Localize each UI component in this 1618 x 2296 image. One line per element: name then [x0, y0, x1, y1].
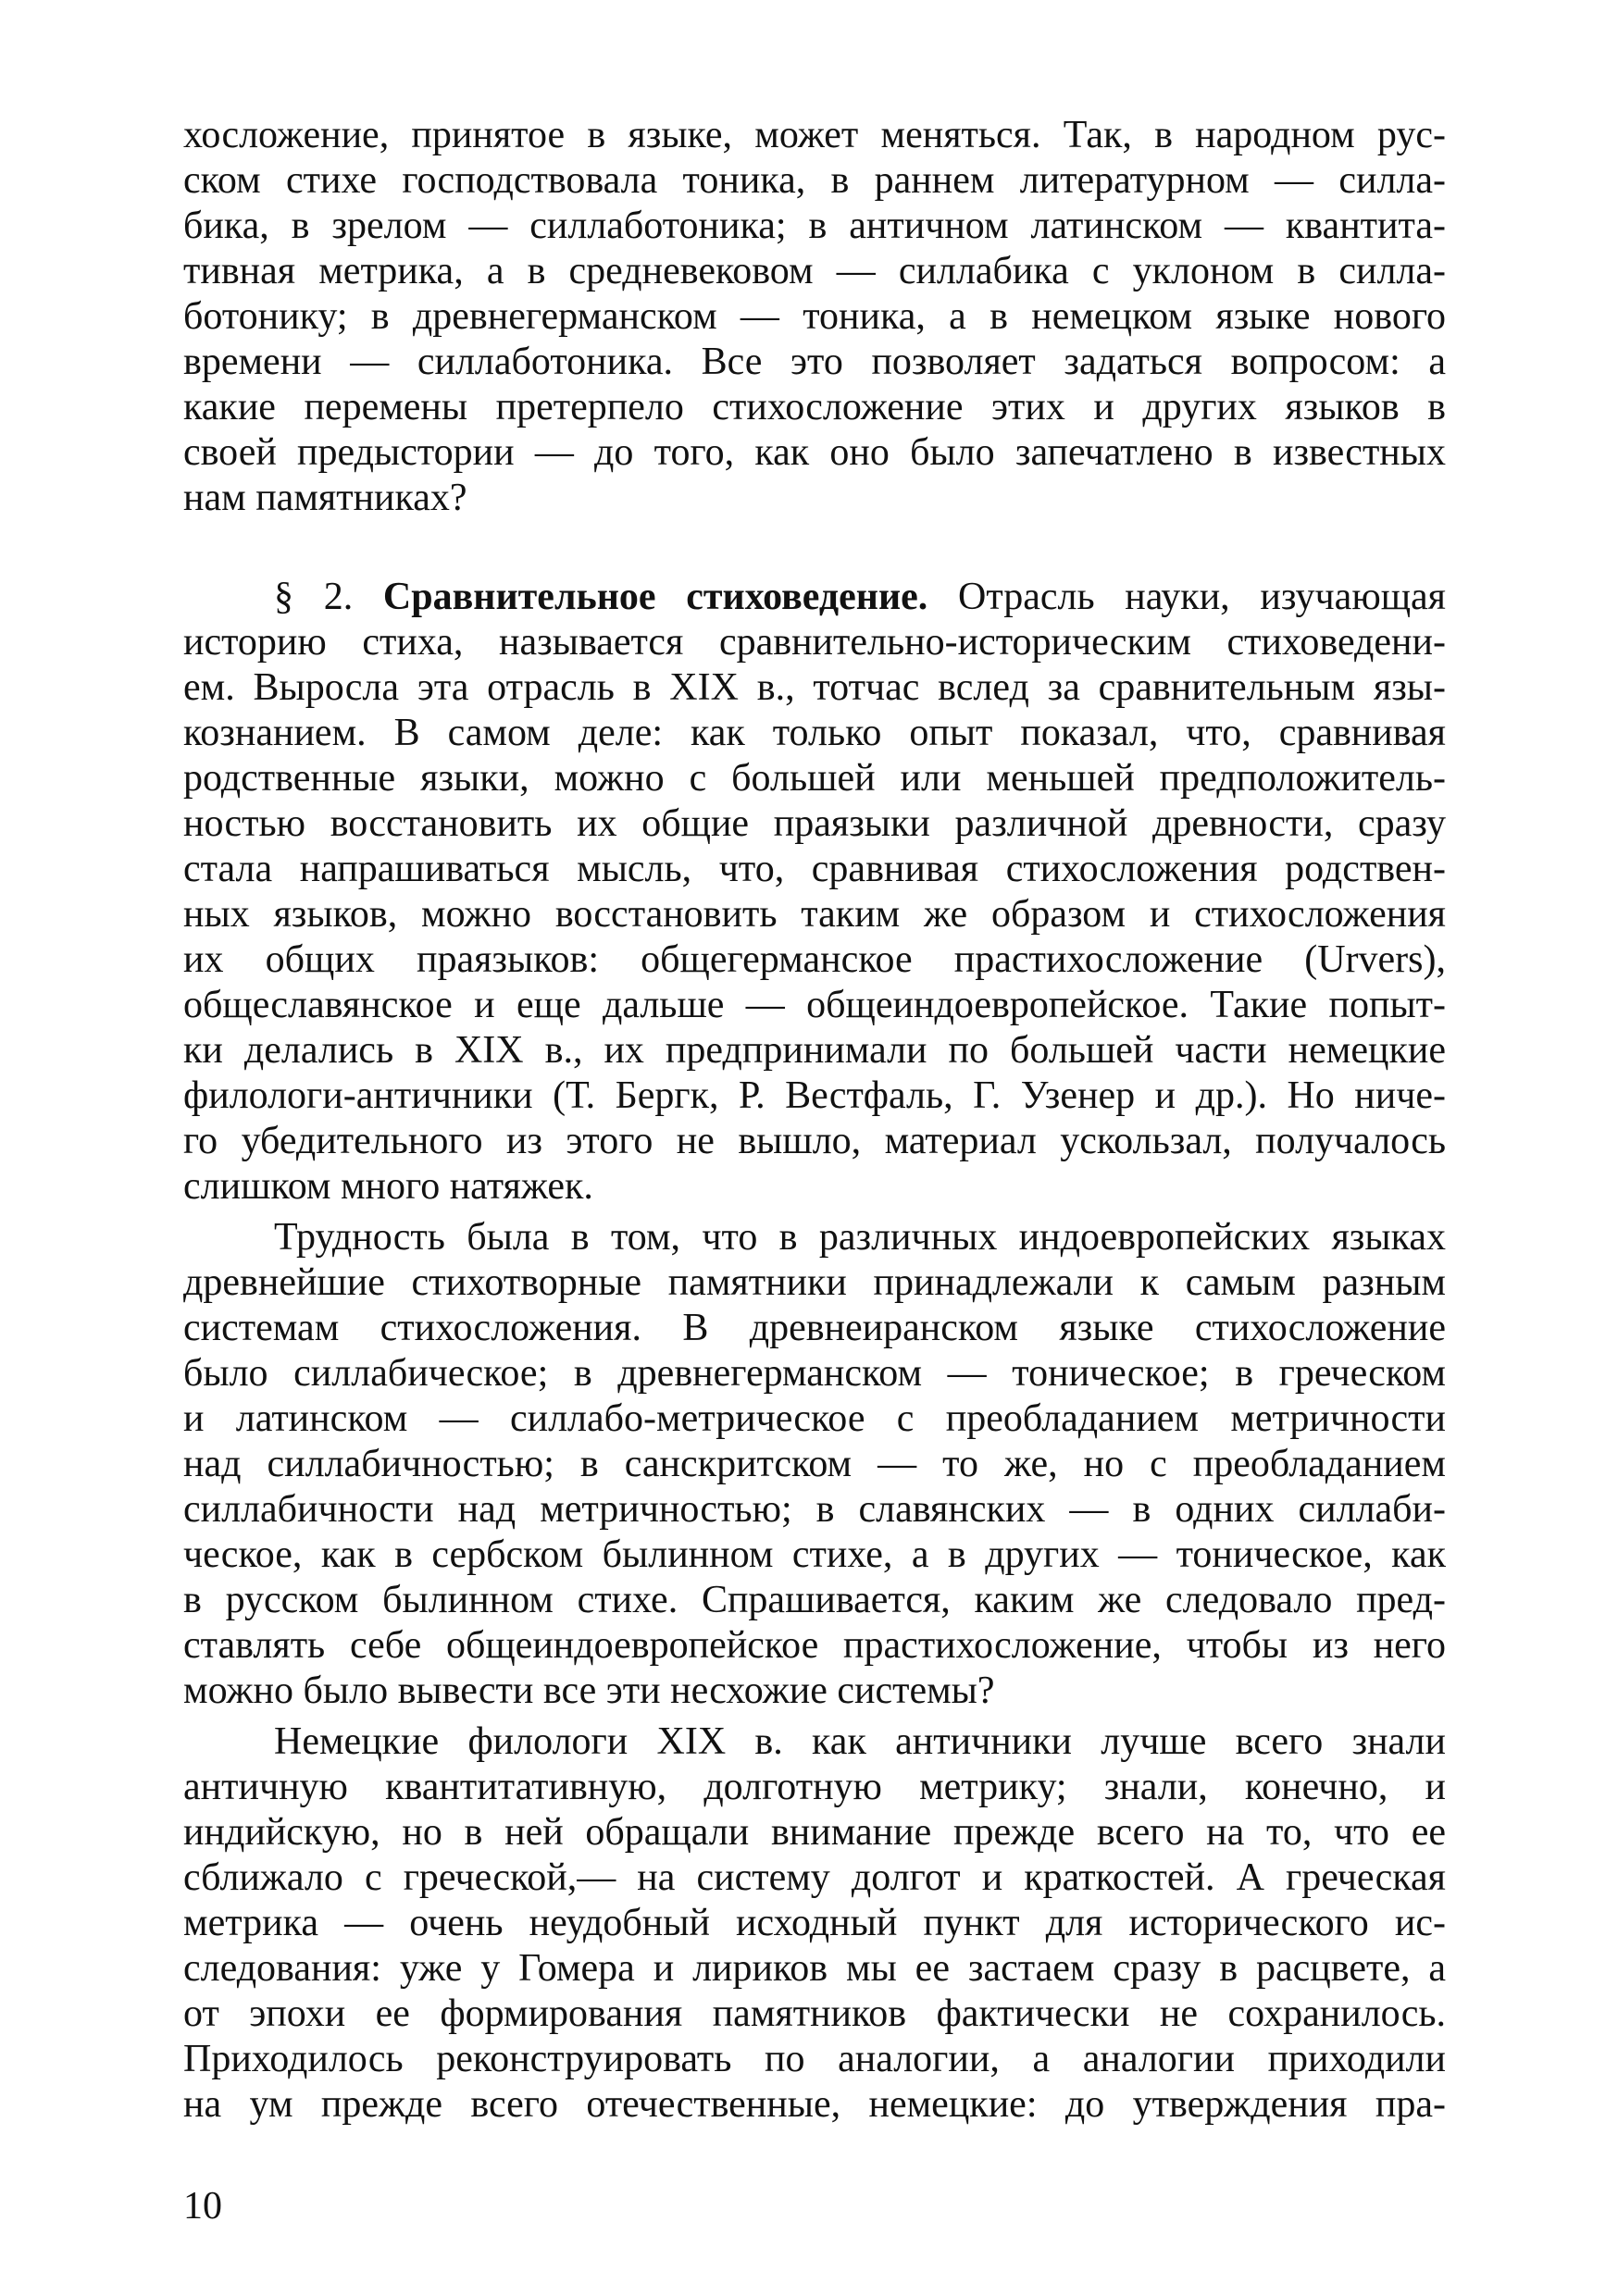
page-number: 10: [183, 2185, 222, 2228]
text-line: го убедительного из этого не вышло, материал ускользал, получалось: [183, 1120, 1446, 1162]
text-line: тивная метрика, а в средневековом — силлабика с уклоном в силла-: [183, 250, 1446, 292]
section-number: § 2.: [274, 576, 354, 618]
text-line: можно было вывести все эти несхожие системы?: [183, 1669, 995, 1712]
text-fragment: Отрасль науки, изучающая: [958, 576, 1446, 618]
text-line: метрика — очень неудобный исходный пункт для исторического ис-: [183, 1902, 1446, 1944]
text-line: стала напрашиваться мысль, что, сравнивая стихосложения родствен-: [183, 848, 1446, 890]
text-line: ки делались в XIX в., их предпринимали по большей части немецкие: [183, 1029, 1446, 1072]
section-heading-line: [183, 575, 1446, 620]
text-line: ботонику; в древнегерманском — тоника, а в немецком языке нового: [183, 295, 1446, 338]
text-line: ных языков, можно восстановить таким же образом и стихосложения: [183, 893, 1446, 936]
text-line: Приходилось реконструировать по аналогии, а аналогии приходили: [183, 2038, 1446, 2080]
text-line: филологи-античники (Т. Бергк, Р. Вестфаль, Г. Узенер и др.). Но ниче-: [183, 1074, 1446, 1117]
paragraph-4: [183, 1719, 1446, 2128]
body-text: [183, 113, 1446, 2128]
paragraph-3: [183, 1215, 1446, 1714]
text-line: какие перемены претерпело стихосложение этих и других языков в: [183, 386, 1446, 428]
text-line: кознанием. В самом деле: как только опыт показал, что, сравнивая: [183, 712, 1446, 754]
text-line: в русском былинном стихе. Спрашивается, каким же следовало пред-: [183, 1579, 1446, 1621]
text-line: ностью восстановить их общие праязыки различной древности, сразу: [183, 802, 1446, 845]
text-line: времени — силлаботоника. Все это позволяет задаться вопросом: а: [183, 341, 1446, 383]
text-line: сближало с греческой,— на систему долгот и краткостей. А греческая: [183, 1856, 1446, 1899]
section-2: [183, 575, 1446, 1210]
paragraph-1: [183, 113, 1446, 521]
text-line: хосложение, принятое в языке, может меняться. Так, в народном рус-: [183, 114, 1446, 156]
text-line: индийскую, но в ней обращали внимание прежде всего на то, что ее: [183, 1811, 1446, 1854]
text-line: следования: уже у Гомера и лириков мы ее застаем сразу в расцвете, а: [183, 1947, 1446, 1990]
text-line: ставлять себе общеиндоевропейское прастихосложение, чтобы из него: [183, 1624, 1446, 1667]
text-line: ческое, как в сербском былинном стихе, а в других — тоническое, как: [183, 1533, 1446, 1576]
text-line: родственные языки, можно с большей или меньшей предположитель-: [183, 757, 1446, 800]
text-line: было силлабическое; в древнегерманском — тоническое; в греческом: [183, 1352, 1446, 1395]
text-line: на ум прежде всего отечественные, немецкие: до утверждения пра-: [183, 2083, 1446, 2126]
text-line: древнейшие стихотворные памятники принадлежали к самым разным: [183, 1261, 1446, 1304]
text-line: Трудность была в том, что в различных индоевропейских языках: [274, 1216, 1446, 1259]
text-line: Немецкие филологи XIX в. как античники лучше всего знали: [274, 1720, 1446, 1763]
text-line: слишком много натяжек.: [183, 1165, 593, 1208]
text-line: от эпохи ее формирования памятников фактически не сохранилось.: [183, 1992, 1446, 2035]
text-line: их общих праязыков: общегерманское прастихосложение (Urvers),: [183, 938, 1446, 981]
text-line: силлабичности над метричностью; в славянских — в одних силлаби-: [183, 1488, 1446, 1531]
text-line: общеславянское и еще дальше — общеиндоевропейское. Такие попыт-: [183, 984, 1446, 1026]
text-line: античную квантитативную, долготную метрику; знали, конечно, и: [183, 1766, 1446, 1808]
text-line: своей предыстории — до того, как оно было запечатлено в известных: [183, 431, 1446, 474]
section-heading: Сравнительное стиховедение.: [382, 576, 928, 618]
text-line: ем. Выросла эта отрасль в XIX в., тотчас вслед за сравнительным язы-: [183, 666, 1446, 709]
text-line: ском стихе господствовала тоника, в раннем литературном — силла-: [183, 159, 1446, 202]
text-line: над силлабичностью; в санскритском — то же, но с преобладанием: [183, 1443, 1446, 1485]
text-line: системам стихосложения. В древнеиранском языке стихосложение: [183, 1307, 1446, 1349]
text-line: нам памятниках?: [183, 477, 467, 519]
text-line: историю стиха, называется сравнительно-историческим стиховедени-: [183, 621, 1446, 664]
text-line: и латинском — силлабо-метрическое с преобладанием метричности: [183, 1397, 1446, 1440]
text-line: бика, в зрелом — силлаботоника; в античном латинском — квантита-: [183, 205, 1446, 247]
